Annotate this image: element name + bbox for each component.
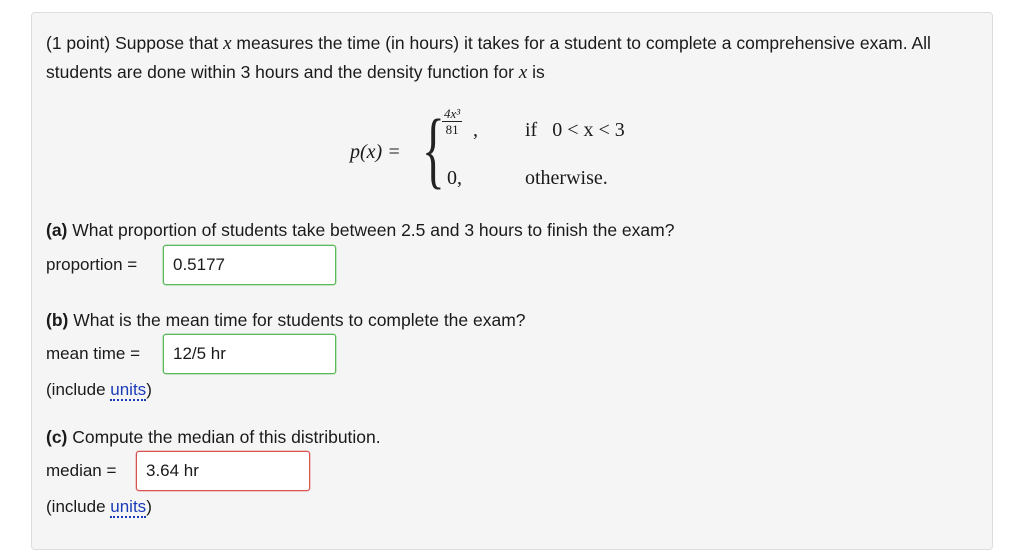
mean-time-answer-field[interactable]: 12/5 hr [163,334,336,374]
part-b-tag: (b) [46,310,69,330]
fraction-numerator: 4x³ [444,106,461,121]
units-help-link[interactable]: units [110,380,147,399]
formula-lhs: p(x) = [350,141,401,163]
case1-condition: if 0 < x < 3 [525,119,625,141]
part-b-question-text: What is the mean time for students to complete the exam? [73,310,526,330]
case1-comma: , [473,119,478,141]
units-prefix: (include [46,497,111,516]
fraction-denominator: 81 [445,122,459,137]
units-suffix: ) [146,380,152,399]
units-prefix: (include [46,380,111,399]
part-a-label: proportion = [46,255,138,274]
problem-panel [31,12,993,550]
points-label: (1 point) [46,33,111,53]
intro-text-1: Suppose that [115,33,219,53]
units-help-link[interactable]: units [110,497,147,516]
part-b-label: mean time = [46,344,141,363]
intro-text-3: is [532,62,545,82]
proportion-answer-field[interactable]: 0.5177 [163,245,336,285]
case2-value: 0, [447,167,462,189]
part-b-units-note [46,378,152,402]
part-c-label: median = [46,461,117,480]
part-a-question-text: What proportion of students take between 2.5 and 3 hours to finish the exam? [72,220,675,240]
intro-text-2: measures the time (in hours) it takes for a student to complete a comprehensive exam. All students are done within 3 hours and the density function for [46,33,931,82]
density-formula [347,101,677,197]
median-answer-field[interactable]: 3.64 hr [136,451,310,491]
left-brace: { [422,101,445,197]
part-b-question [46,308,526,332]
variable-x: x [223,33,232,54]
part-c-tag: (c) [46,427,68,447]
case2-condition: otherwise. [525,167,608,189]
part-c-question [46,425,381,449]
part-c-units-note [46,495,152,519]
units-suffix: ) [146,497,152,516]
part-a-tag: (a) [46,220,68,240]
problem-statement [46,29,976,87]
fraction [442,106,462,137]
part-c-question-text: Compute the median of this distribution. [72,427,381,447]
part-a-question [46,218,674,242]
variable-x: x [518,62,528,83]
